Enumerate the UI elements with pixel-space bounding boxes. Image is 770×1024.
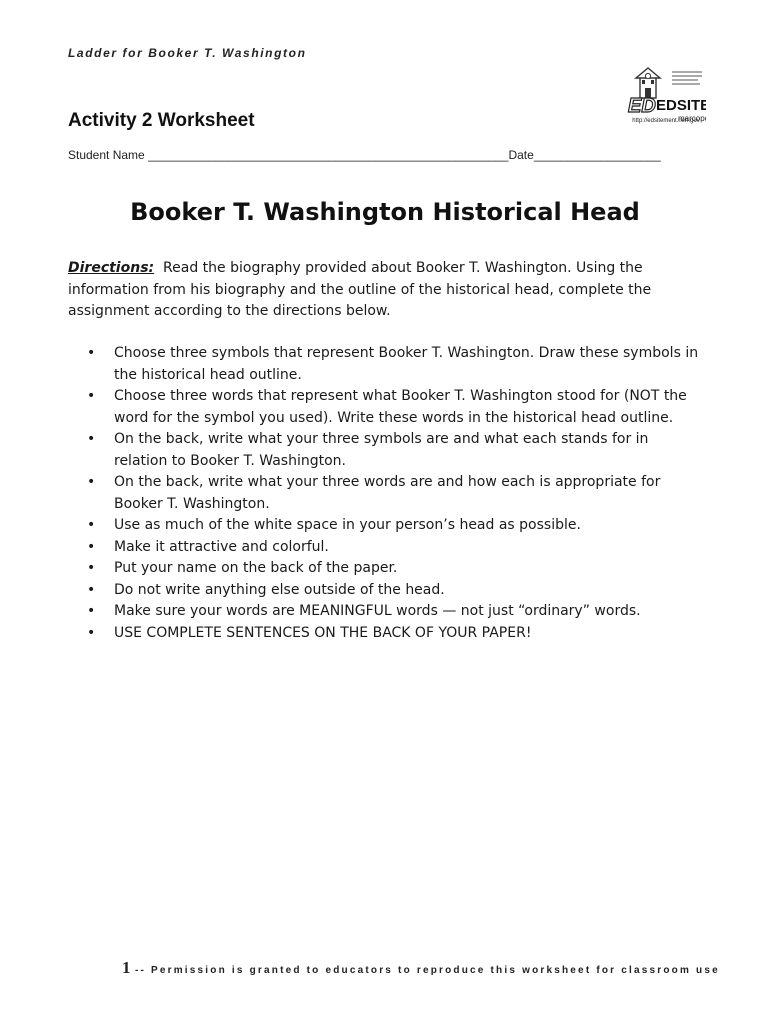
directions-label: Directions:	[68, 260, 155, 276]
bullet-icon: •	[87, 560, 96, 576]
logo-url: http://edsitement.neh.gov	[632, 118, 700, 124]
activity-title: Activity 2 Worksheet	[68, 110, 255, 131]
page-title: Booker T. Washington Historical Head	[130, 198, 640, 226]
bullet-icon: •	[87, 581, 96, 598]
student-name-label: Student Name	[68, 148, 145, 162]
permission-notice: -- Permission is granted to educators to reproduce this worksheet for classroom use	[134, 965, 720, 976]
instructions-list	[84, 343, 704, 644]
svg-text:marcopolo: marcop	[678, 114, 705, 123]
list-item: • Make it attractive and colorful.	[84, 537, 704, 559]
list-item: • On the back, write what your three words are and how each is appropriate for Booker T. Washington.	[87, 474, 661, 512]
bullet-icon: •	[87, 431, 96, 447]
student-name-field[interactable]: ______________________________________________________	[148, 148, 509, 162]
svg-text:ED: ED	[628, 95, 656, 117]
list-item: • Put your name on the back of the paper.	[84, 558, 704, 580]
list-item: • Use as much of the white space in your person’s head as possible.	[84, 515, 704, 537]
list-item: • Make sure your words are MEANINGFUL words — not just “ordinary” words.	[84, 601, 704, 623]
date-field[interactable]: ___________________	[533, 148, 661, 162]
page-number: 1	[122, 958, 131, 977]
directions-text: Read the biography provided about Booker T. Washington. Using the information from his biography and the outline of the historical head, complete the assignment according to the directions below.	[68, 260, 652, 319]
list-item: • Choose three symbols that represent Booker T. Washington. Draw these symbols in the historical head outline.	[87, 345, 699, 383]
bullet-icon: •	[87, 538, 96, 555]
bullet-icon: •	[87, 388, 96, 404]
list-item: • On the back, write what your three symbols are and what each stands for in relation to Booker T. Washington.	[87, 431, 649, 469]
bullet-icon: •	[87, 474, 96, 490]
bullet-icon: •	[87, 603, 96, 619]
directions-paragraph	[68, 258, 698, 323]
svg-text:EDSITEment: EDSITE	[656, 97, 706, 114]
bullet-icon: •	[87, 517, 96, 533]
bullet-icon: •	[87, 624, 96, 641]
page-footer	[122, 958, 720, 978]
series-title: Ladder for Booker T. Washington	[68, 46, 307, 60]
student-info-line	[68, 148, 661, 162]
date-label: Date	[508, 148, 534, 162]
list-item: • Do not write anything else outside of the head.	[84, 580, 704, 602]
list-item: • Choose three words that represent what Booker T. Washington stood for (NOT the word for the symbol you used). Write these words in the historical head outline.	[87, 388, 687, 426]
list-item: • USE COMPLETE SENTENCES ON THE BACK OF YOUR PAPER!	[84, 623, 704, 645]
bullet-icon: •	[87, 345, 96, 361]
